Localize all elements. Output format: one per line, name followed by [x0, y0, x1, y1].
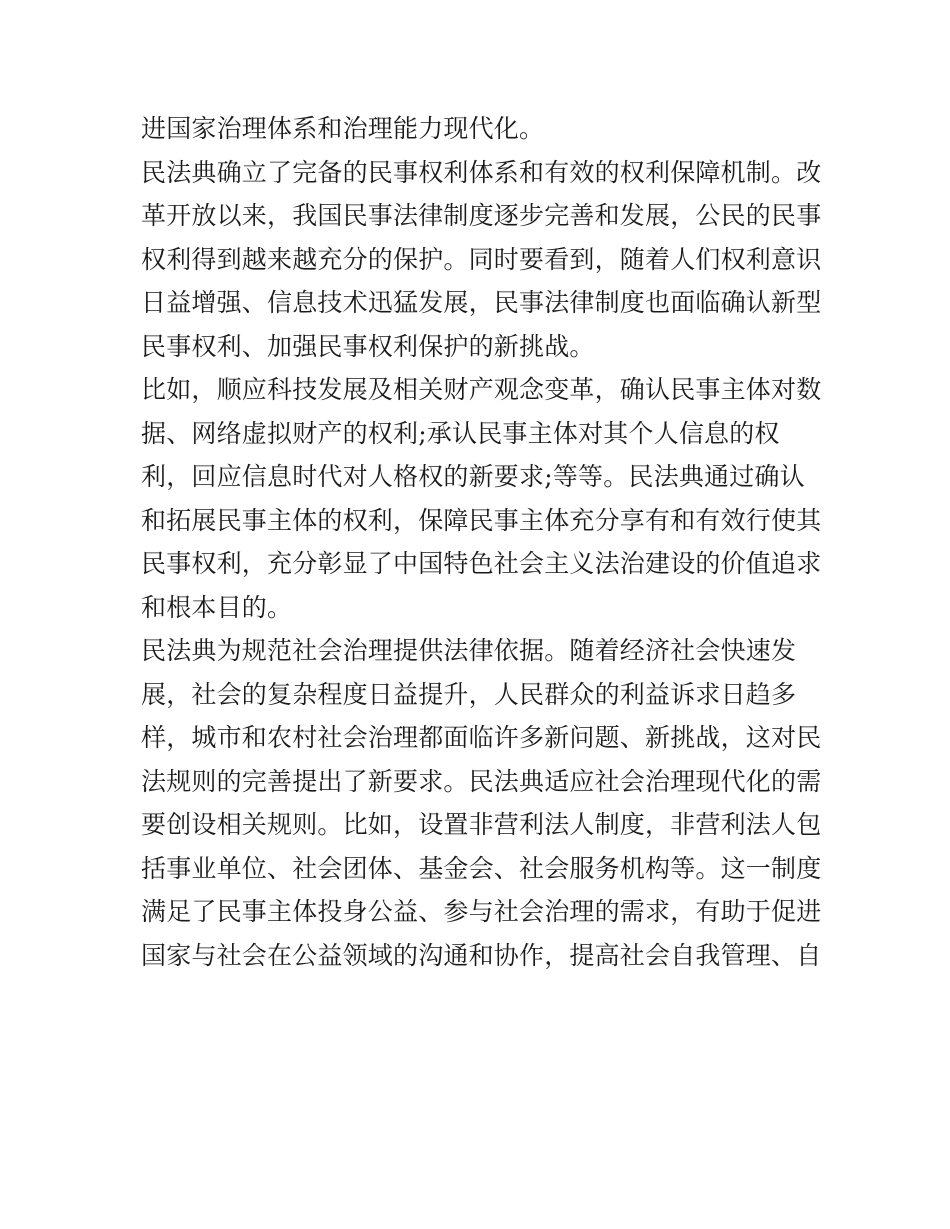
text-line-7: 比如，顺应科技发展及相关财产观念变革，确认民事主体对数 [141, 375, 822, 404]
text-line-11: 民事权利，充分彰显了中国特色社会主义法治建设的价值追求 [141, 549, 822, 578]
text-line-12: 和根本目的。 [141, 592, 293, 622]
text-line-16: 法规则的完善提出了新要求。民法典适应社会治理现代化的需 [141, 766, 822, 796]
text-line-9: 利，回应信息时代对人格权的新要求;等等。民法典通过确认 [141, 462, 805, 491]
text-line-19: 满足了民事主体投身公益、参与社会治理的需求，有助于促进 [141, 897, 822, 926]
text-line-17: 要创设相关规则。比如，设置非营利法人制度，非营利法人包 [141, 810, 822, 839]
text-line-4: 权利得到越来越充分的保护。同时要看到，随着人们权利意识 [141, 244, 822, 274]
text-line-10: 和拓展民事主体的权利，保障民事主体充分享有和有效行使其 [141, 505, 822, 535]
text-line-1: 进国家治理体系和治理能力现代化。 [141, 114, 545, 143]
text-line-13: 民法典为规范社会治理提供法律依据。随着经济社会快速发 [141, 636, 797, 665]
text-line-5: 日益增强、信息技术迅猛发展，民事法律制度也面临确认新型 [141, 288, 822, 317]
text-line-15: 样，城市和农村社会治理都面临许多新问题、新挑战，这对民 [141, 723, 822, 752]
text-line-14: 展，社会的复杂程度日益提升，人民群众的利益诉求日趋多 [141, 679, 797, 709]
document-body [141, 107, 821, 977]
text-line-8: 据、网络虚拟财产的权利;承认民事主体对其个人信息的权 [141, 418, 780, 448]
text-line-3: 革开放以来，我国民事法律制度逐步完善和发展，公民的民事 [141, 201, 822, 230]
text-line-6: 民事权利、加强民事权利保护的新挑战。 [141, 331, 595, 361]
text-line-2: 民法典确立了完备的民事权利体系和有效的权利保障机制。改 [141, 157, 822, 187]
text-line-18: 括事业单位、社会团体、基金会、社会服务机构等。这一制度 [141, 853, 822, 883]
text-line-20: 国家与社会在公益领域的沟通和协作，提高社会自我管理、自 [141, 940, 822, 970]
